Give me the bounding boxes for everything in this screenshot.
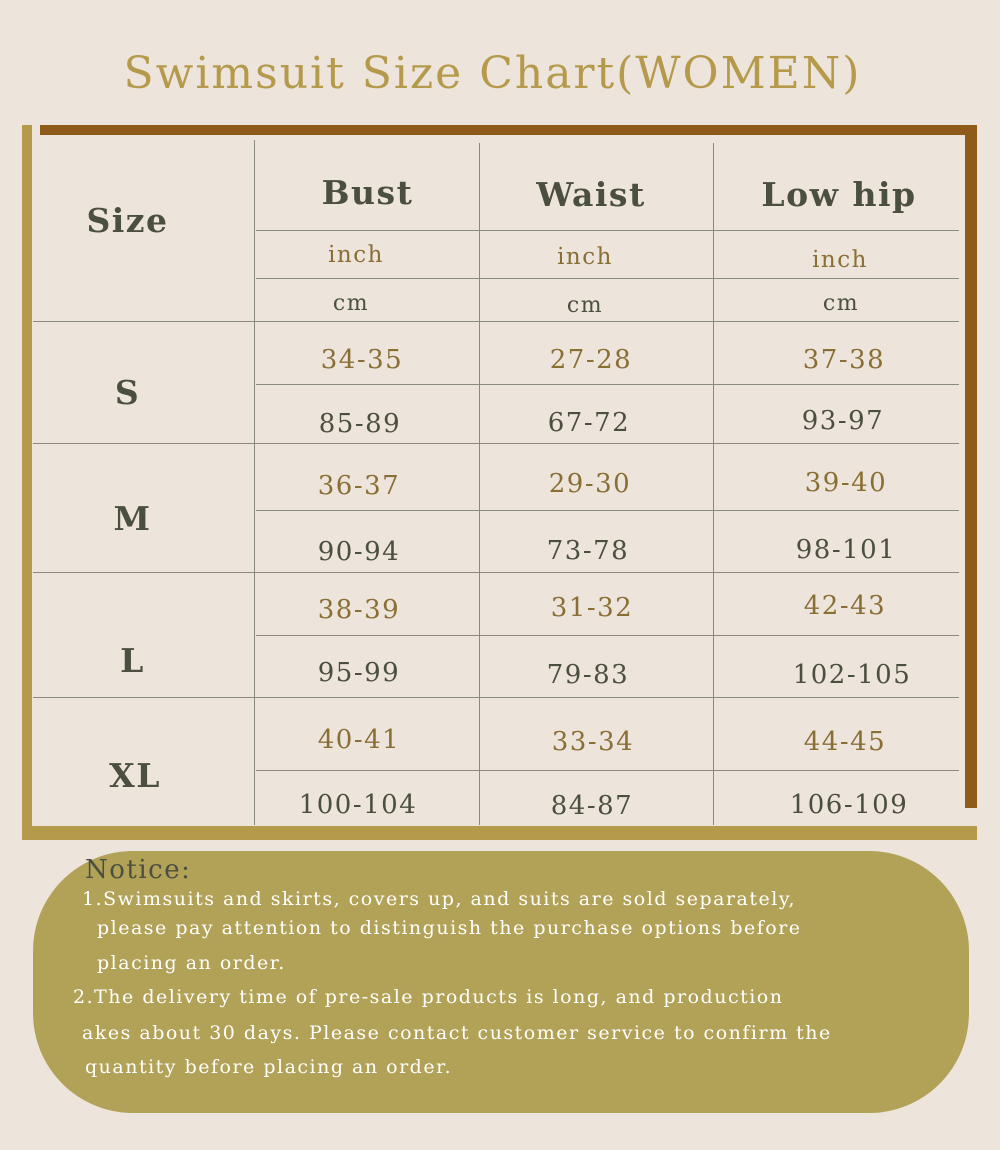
unit-cm-bust: cm: [332, 290, 370, 316]
size-label-xl: XL: [109, 755, 161, 795]
grid-line: [33, 443, 959, 444]
grid-line: [254, 140, 255, 825]
notice-line: akes about 30 days. Please contact customer service to confirm the: [82, 1022, 832, 1044]
grid-line: [256, 384, 959, 385]
frame-top-bar: [40, 125, 977, 135]
frame-left-bar: [22, 125, 32, 840]
s-low-hip-cm: 93-97: [801, 406, 885, 436]
page-title: Swimsuit Size Chart(WOMEN): [123, 48, 862, 99]
size-label-l: L: [120, 640, 145, 680]
notice-title: Notice:: [85, 855, 192, 885]
s-waist-inch: 27-28: [549, 345, 633, 375]
notice-line: please pay attention to distinguish the purchase options before: [97, 917, 802, 939]
s-waist-cm: 67-72: [547, 408, 631, 438]
l-waist-cm: 79-83: [546, 660, 630, 690]
s-bust-inch: 34-35: [320, 345, 404, 375]
notice-line: 2.The delivery time of pre-sale products is long, and production: [73, 986, 784, 1008]
frame-right-bar: [965, 125, 977, 808]
l-waist-inch: 31-32: [550, 593, 634, 623]
notice-line: placing an order.: [97, 952, 286, 974]
grid-line: [256, 510, 959, 511]
grid-line: [33, 321, 959, 322]
frame-bottom-bar: [22, 826, 977, 840]
header-size: Size: [86, 200, 169, 240]
xl-waist-inch: 33-34: [551, 727, 635, 757]
grid-line: [256, 230, 959, 231]
header-waist: Waist: [536, 175, 646, 214]
xl-bust-inch: 40-41: [317, 725, 401, 755]
m-low-hip-cm: 98-101: [795, 535, 897, 565]
m-waist-cm: 73-78: [546, 536, 630, 566]
xl-bust-cm: 100-104: [298, 790, 418, 820]
unit-cm-waist: cm: [566, 292, 604, 318]
unit-cm-low-hip: cm: [822, 290, 860, 316]
grid-line: [479, 143, 480, 825]
m-waist-inch: 29-30: [548, 469, 632, 499]
notice-line: 1.Swimsuits and skirts, covers up, and suits are sold separately,: [82, 888, 797, 910]
grid-line: [713, 143, 714, 825]
unit-inch-waist: inch: [557, 244, 613, 270]
s-low-hip-inch: 37-38: [802, 345, 886, 375]
m-low-hip-inch: 39-40: [804, 468, 888, 498]
l-bust-cm: 95-99: [317, 658, 401, 688]
grid-line: [33, 697, 959, 698]
grid-line: [33, 572, 959, 573]
grid-line: [256, 770, 959, 771]
notice-line: quantity before placing an order.: [85, 1056, 453, 1078]
size-label-m: M: [113, 498, 152, 538]
header-low-hip: Low hip: [761, 175, 917, 214]
s-bust-cm: 85-89: [318, 409, 402, 439]
l-low-hip-cm: 102-105: [792, 660, 912, 690]
unit-inch-bust: inch: [328, 242, 384, 268]
m-bust-inch: 36-37: [317, 471, 401, 501]
grid-line: [256, 278, 959, 279]
unit-inch-low-hip: inch: [812, 247, 868, 273]
xl-waist-cm: 84-87: [550, 791, 634, 821]
size-label-s: S: [114, 372, 141, 412]
m-bust-cm: 90-94: [317, 537, 401, 567]
grid-line: [256, 635, 959, 636]
l-bust-inch: 38-39: [317, 595, 401, 625]
header-bust: Bust: [321, 173, 414, 212]
xl-low-hip-cm: 106-109: [789, 790, 909, 820]
l-low-hip-inch: 42-43: [803, 591, 887, 621]
xl-low-hip-inch: 44-45: [803, 727, 887, 757]
